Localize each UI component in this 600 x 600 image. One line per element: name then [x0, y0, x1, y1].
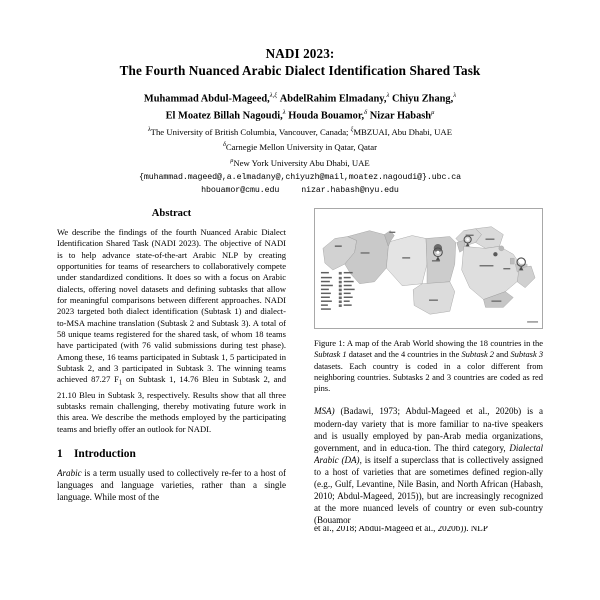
abstract-body — [57, 227, 286, 435]
author-elmadany-sup: λ — [386, 92, 390, 99]
author-abdul-mageed-sup: λ,ξ — [269, 92, 278, 99]
affil-2-sup: δ — [222, 141, 226, 149]
right-column — [314, 208, 543, 600]
paper-title — [57, 46, 543, 79]
introduction-body — [57, 467, 286, 503]
author-line-1 — [57, 89, 543, 106]
figure-caption-i2: Subtask 2 — [461, 349, 495, 360]
affil-1-text: The University of British Columbia, Vancouver, Canada; — [150, 126, 349, 137]
affil-1b-sup: ξ — [350, 125, 354, 133]
affil-3-text: New York University Abu Dhabi, UAE — [233, 157, 370, 168]
abstract-text-part-1: We describe the findings of the fourth Nuanced Arabic Dialect Identification Shared Task (NADI 2023). The objective of NADI is to help advance state-of-the-art Arabic NLP by creating opportunities for teams of researchers to collaboratively compete under standardized conditions. It does so with a focus on Arabic dialects, offering novel datasets and defining subtasks that allow for meaningful comparisons between different approaches. NADI 2023 targeted both dialect identification (Subtask 1) and dialect-to-MSA machine translation (Subtask 2 and Subtask 3). A total of 58 unique teams registered for the shared task, of whom 18 teams have participated (with 76 valid submissions during test phase). Among these, 16 teams participated in Subtask 1, 5 participated in Subtask 2, and 3 participated in Subtask 3. The winning teams achieved 87.27 F — [57, 227, 286, 385]
left-column — [57, 208, 286, 600]
section-heading-introduction — [57, 448, 286, 460]
figure-caption — [314, 338, 543, 394]
email-block — [57, 172, 543, 197]
clipped-bottom-line — [314, 526, 543, 533]
figure-label: Figure 1: — [314, 338, 345, 348]
country-qatar — [510, 258, 514, 264]
abstract-f1-subscript: 1 — [118, 380, 123, 388]
author-elmadany: AbdelRahim Elmadany, — [279, 93, 387, 105]
section-title: Introduction — [74, 447, 136, 460]
right-column-body — [314, 405, 543, 533]
author-zhang: Chiyu Zhang, — [392, 93, 454, 105]
figure-1 — [314, 208, 543, 394]
author-habash: Nizar Habash — [369, 110, 432, 122]
author-nagoudi: El Moatez Billah Nagoudi, — [165, 110, 283, 122]
author-bouamor: Houda Bouamor, — [288, 110, 365, 122]
right-col-text-1: (Badawi, 1973; Abdul-Mageed et al., 2020b) is a modern-day variety that is more familiar to na-tive speakers and is usually employed by pan-Arab media organizations, government, and in educa-tion. The third category, — [314, 406, 543, 453]
dialectal-arabic-italic: Dialectal Arabic (DA) — [314, 442, 543, 465]
figure-caption-p3: and — [494, 349, 511, 360]
abstract-text-part-2: on Subtask 1, 14.76 Bleu in Subtask 2, and 21.10 Bleu in Subtask 3, respectively. Results show that all three subtasks remain challenging, thereby motivating future work in this area. We describe the methods employed by the participating teams and briefly offer an outlook for NADI. — [57, 374, 286, 434]
map-pin-saudi — [493, 252, 497, 256]
figure-caption-i1: Subtask 1 — [314, 349, 347, 360]
map-attribution — [527, 321, 538, 323]
affiliation-line-3 — [57, 155, 543, 169]
country-kuwait — [499, 246, 504, 251]
author-abdul-mageed: Muhammad Abdul-Mageed, — [143, 93, 270, 105]
email-habash[interactable]: nizar.habash@nyu.edu — [301, 185, 399, 195]
figure-caption-i3: Subtask 3 — [510, 349, 543, 360]
map-of-arab-world — [315, 209, 542, 328]
right-col-text-2: , is itself a superclass that is collectively assigned to a host of varieties that are sometimes defined region-ally (e.g., Gulf, Levantine, Nile Basin, and North African (Habash, 2010; Abdul-Mageed, 2015)), but are increasingly recognized at the more nuanced levels of country or even sub-country (Bouamor — [314, 454, 543, 526]
affiliation-line-2 — [57, 139, 543, 153]
msa-italic: MSA) — [314, 406, 335, 417]
figure-frame — [314, 208, 543, 329]
author-habash-sup: μ — [431, 108, 435, 116]
body-columns — [57, 208, 543, 600]
affil-3-sup: μ — [230, 157, 234, 165]
intro-text: is a term usually used to collectively re-fer to a host of languages and language varieties, rather than a single language. While most of the — [57, 467, 286, 503]
author-line-2 — [57, 106, 543, 123]
abstract-heading: Abstract — [151, 208, 192, 219]
figure-caption-p4: datasets. Each country is coded in a color different from neighboring countries. Subtasks 2 and 3 countries are coded as red pins. — [314, 360, 543, 394]
country-egypt — [426, 237, 456, 284]
section-number: 1 — [57, 447, 63, 460]
author-bouamor-sup: δ — [364, 108, 368, 116]
affil-1b-text: MBZUAI, Abu Dhabi, UAE — [353, 126, 453, 137]
intro-lead-italic: Arabic — [57, 467, 82, 478]
title-line-2: The Fourth Nuanced Arabic Dialect Identification Shared Task — [119, 62, 481, 78]
email-bouamor[interactable]: hbouamor@cmu.edu — [201, 185, 280, 195]
author-nagoudi-sup: λ — [282, 108, 286, 116]
title-line-1: NADI 2023: — [265, 46, 335, 61]
clipped-line-text: et al., 2018; Abdul-Mageed et al., 2020b)). NLP — [314, 526, 488, 534]
email-line-2 — [57, 185, 543, 197]
email-line-1[interactable]: {muhammad.mageed@,a.elmadany@,chiyuzh@mail,moatez.nagoudi@}.ubc.ca — [138, 173, 461, 183]
affiliation-line-1 — [57, 124, 543, 138]
affil-1-sup: λ — [147, 125, 151, 133]
affil-2-text: Carnegie Mellon University in Qatar, Qatar — [225, 142, 378, 153]
figure-caption-p1: A map of the Arab World showing the 18 countries in the — [345, 338, 543, 348]
author-zhang-sup: λ — [453, 92, 457, 99]
figure-caption-p2: dataset and the 4 countries in the — [346, 349, 462, 360]
